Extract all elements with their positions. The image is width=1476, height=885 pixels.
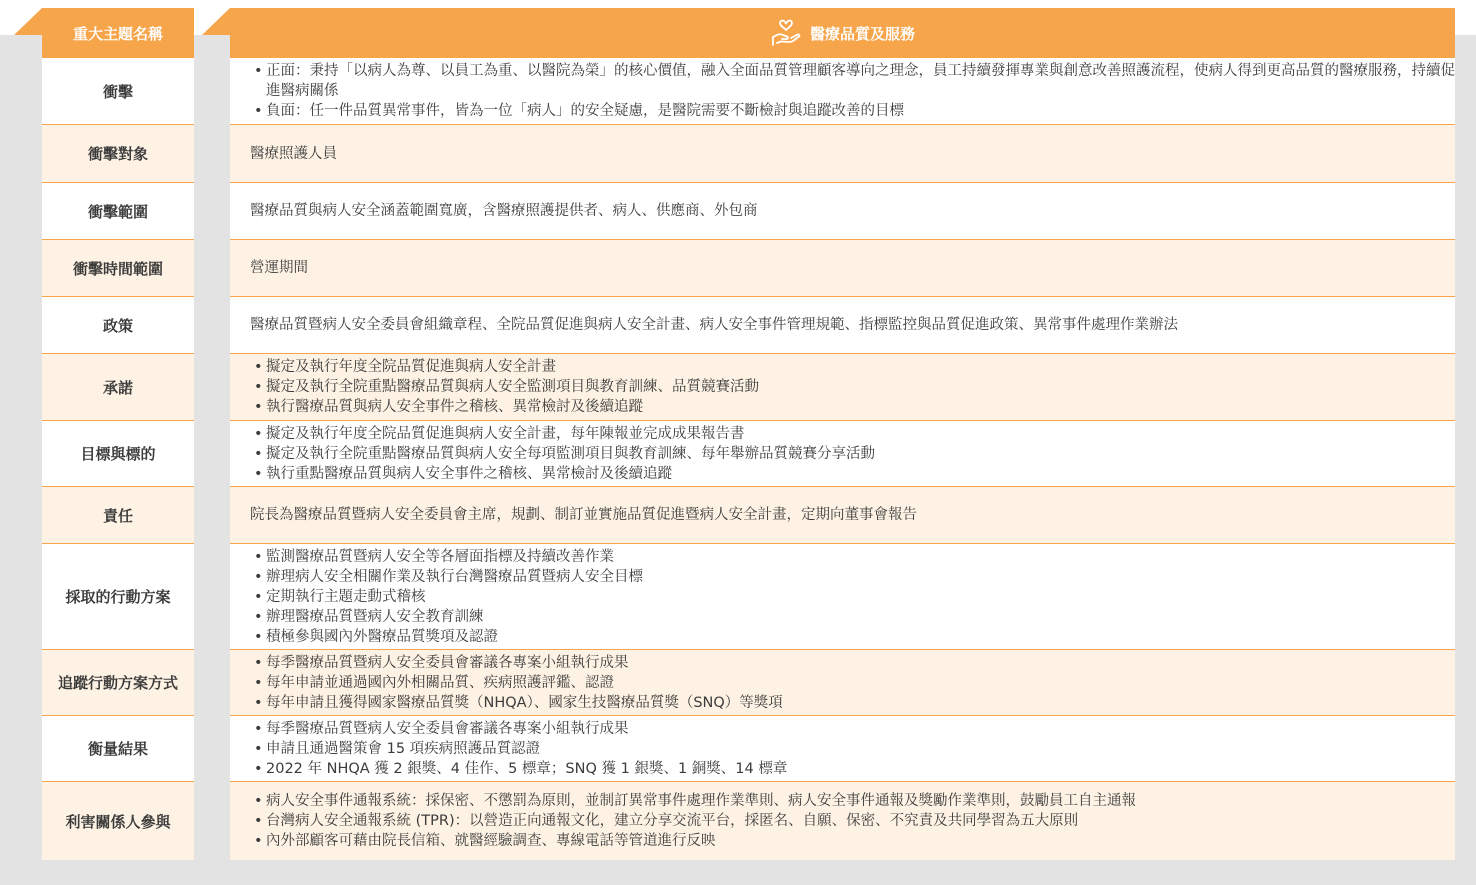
row-content [230,544,1455,650]
table-row-stakeholder-engagement [0,782,1476,860]
row-label: 採取的行動方案 [42,544,194,650]
table-row-policy [0,297,1476,354]
row-label: 利害關係人參與 [42,782,194,860]
row-content [230,782,1455,860]
row-text: 醫療品質與病人安全涵蓋範圍寬廣，含醫療照護提供者、病人、供應商、外包商 [250,203,758,219]
header-topic-title-text: 醫療品質及服務 [809,24,915,43]
row-content [230,650,1455,716]
list-item: • 擬定及執行全院重點醫療品質與病人安全監測項目與教育訓練、品質競賽活動 [250,377,1455,397]
table-row-commitment [0,354,1476,421]
list-item: • 擬定及執行全院重點醫療品質與病人安全每項監測項目與教育訓練、每年舉辦品質競賽分享活動 [250,444,1455,464]
row-content [230,183,1455,240]
list-item: • 台灣病人安全通報系統 (TPR)：以營造正向通報文化，建立分享交流平台，採匿名、自願、保密、不究責及共同學習為五大原則 [250,811,1455,831]
list-item: • 辦理醫療品質暨病人安全教育訓練 [250,607,1455,627]
row-label: 衡量結果 [42,716,194,782]
list-item: • 執行醫療品質與病人安全事件之稽核、異常檢討及後續追蹤 [250,397,1455,417]
table-row-impact [0,58,1476,125]
list-item: • 擬定及執行年度全院品質促進與病人安全計畫 [250,357,1455,377]
list-item: • 辦理病人安全相關作業及執行台灣醫療品質暨病人安全目標 [250,567,1455,587]
list-item: • 2022 年 NHQA 獲 2 銀獎、4 佳作、5 標章；SNQ 獲 1 銀獎、1 銅獎、14 標章 [250,759,1455,779]
list-item: • 監測醫療品質暨病人安全等各層面指標及持續改善作業 [250,547,1455,567]
table-row-goals-targets [0,421,1476,487]
hand-heart-icon [770,17,802,49]
list-item: • 正面：秉持「以病人為尊、以員工為重、以醫院為榮」的核心價值，融入全面品質管理顧客導向之理念，員工持續發揮專業與創意改善照護流程，使病人得到更高品質的醫療服務，持續促進醫病關係 [250,61,1455,101]
row-content [230,240,1455,297]
list-item: • 病人安全事件通報系統：採保密、不懲罰為原則，並制訂異常事件處理作業準則、病人安全事件通報及獎勵作業準則，鼓勵員工自主通報 [250,791,1455,811]
row-content [230,716,1455,782]
row-content [230,297,1455,354]
row-label: 責任 [42,487,194,544]
row-content [230,58,1455,125]
row-text: 院長為醫療品質暨病人安全委員會主席，規劃、制訂並實施品質促進暨病人安全計畫，定期向董事會報告 [250,507,917,523]
row-label: 衝擊範圍 [42,183,194,240]
row-label: 政策 [42,297,194,354]
row-text: 醫療照護人員 [250,145,337,162]
row-text: 營運期間 [250,260,308,276]
row-content [230,354,1455,421]
table-row-impact-timeframe [0,240,1476,297]
table-row-tracking-methods [0,650,1476,716]
row-text: 醫療品質暨病人安全委員會組織章程、全院品質促進與病人安全計畫、病人安全事件管理規範、指標監控與品質促進政策、異常事件處理作業辦法 [250,317,1178,333]
row-content [230,125,1455,183]
header-topic-title [230,8,1455,58]
table-row-measurement-results [0,716,1476,782]
row-label: 目標與標的 [42,421,194,487]
row-content [230,421,1455,487]
row-label: 衝擊 [42,58,194,125]
list-item: • 每年申請且獲得國家醫療品質獎（NHQA）、國家生技醫療品質獎（SNQ）等獎項 [250,693,1455,713]
row-label: 衝擊對象 [42,125,194,183]
list-item: • 負面：任一件品質異常事件，皆為一位「病人」的安全疑慮，是醫院需要不斷檢討與追蹤改善的目標 [250,101,1455,121]
row-label: 承諾 [42,354,194,421]
list-item: • 申請且通過醫策會 15 項疾病照護品質認證 [250,739,1455,759]
table-row-responsibility [0,487,1476,544]
list-item: • 積極參與國內外醫療品質獎項及認證 [250,627,1455,647]
row-label: 衝擊時間範圍 [42,240,194,297]
table-row-impact-scope [0,183,1476,240]
list-item: • 每年申請並通過國內外相關品質、疾病照護評鑑、認證 [250,673,1455,693]
header-topic-label: 重大主題名稱 [42,8,194,58]
header-right-tab-corner [202,8,230,35]
list-item: • 每季醫療品質暨病人安全委員會審議各專案小組執行成果 [250,653,1455,673]
row-label: 追蹤行動方案方式 [42,650,194,716]
header-left-tab-corner [14,8,42,35]
table-row-impact-target [0,125,1476,183]
list-item: • 內外部顧客可藉由院長信箱、就醫經驗調查、專線電話等管道進行反映 [250,831,1455,851]
row-content [230,487,1455,544]
list-item: • 定期執行主題走動式稽核 [250,587,1455,607]
table-row-action-plans [0,544,1476,650]
list-item: • 擬定及執行年度全院品質促進與病人安全計畫，每年陳報並完成成果報告書 [250,424,1455,444]
list-item: • 執行重點醫療品質與病人安全事件之稽核、異常檢討及後續追蹤 [250,464,1455,484]
list-item: • 每季醫療品質暨病人安全委員會審議各專案小組執行成果 [250,719,1455,739]
